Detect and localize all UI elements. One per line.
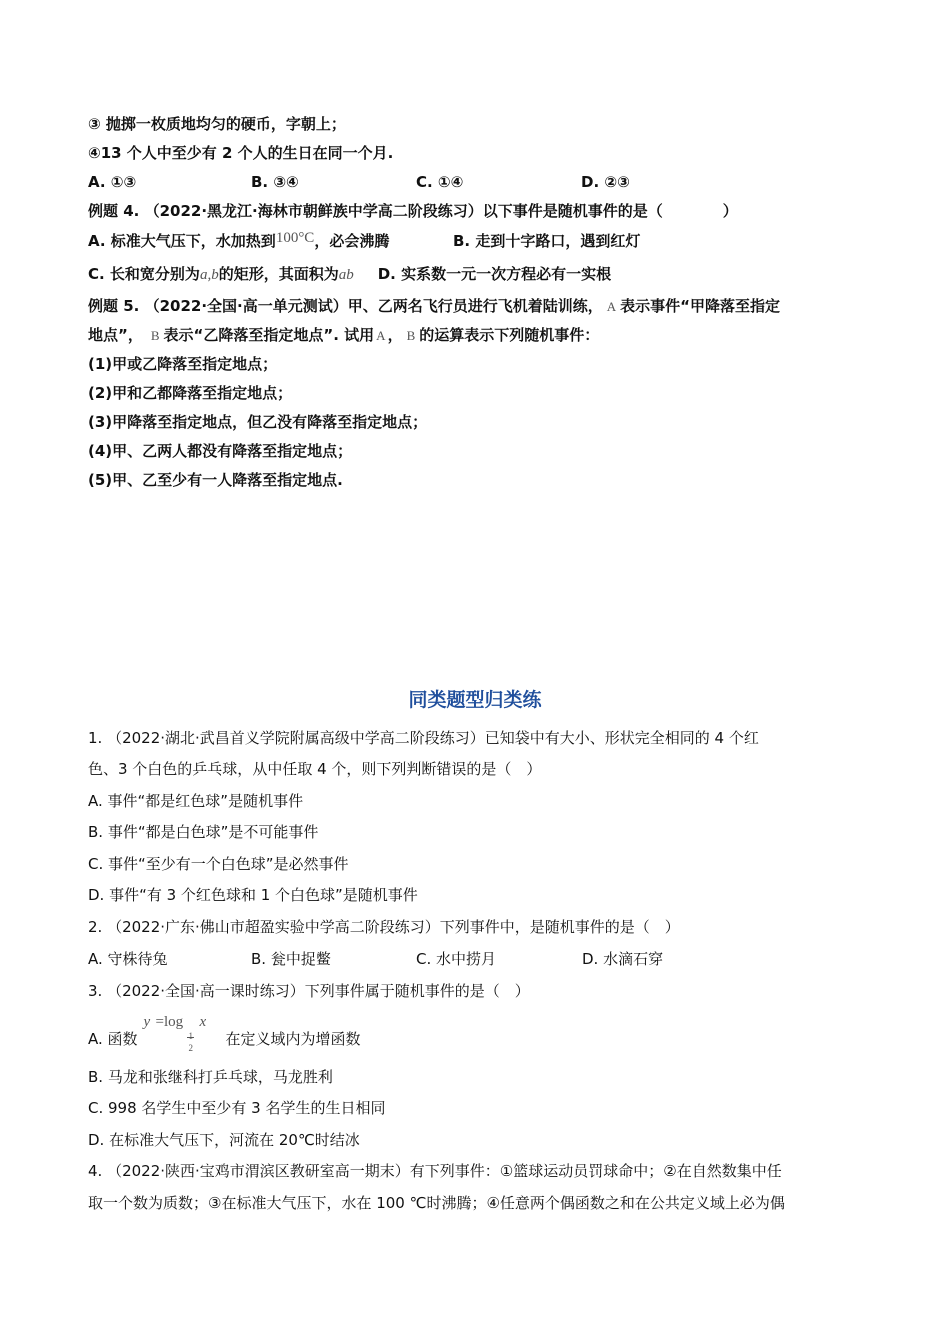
q3-option-a-pre: A. 函数 xyxy=(88,1030,138,1048)
example-5-stem-1-post: 表示事件“甲降落至指定 xyxy=(620,297,780,315)
example-4-option-b: B. 走到十字路口，遇到红灯 xyxy=(453,232,641,250)
top-item-3: ③ 抛掷一枚质地均匀的硬币，字朝上； xyxy=(88,115,346,133)
q3-stem: 3. （2022·全国·高一课时练习）下列事件属于随机事件的是（ ） xyxy=(88,982,530,1000)
q1-option-d: D. 事件“有 3 个红色球和 1 个白色球”是随机事件 xyxy=(88,886,418,904)
example-4-options-cd xyxy=(88,264,611,285)
q1-option-a: A. 事件“都是红色球”是随机事件 xyxy=(88,792,304,810)
q3-option-b: B. 马龙和张继科打乒乓球，马龙胜利 xyxy=(88,1068,333,1086)
example-5-stem-line-2 xyxy=(88,325,599,346)
example-5-var-b: B xyxy=(150,328,160,343)
q1-option-c: C. 事件“至少有一个白色球”是必然事件 xyxy=(88,855,349,873)
q3-formula-sub-num: 1 xyxy=(188,1031,194,1041)
example-4-option-a-pre: A. 标准大气压下，水加热到 xyxy=(88,232,276,250)
q3-formula-x: x xyxy=(199,1014,207,1030)
q1-stem-line-2: 色、3 个白色的乒乓球，从中任取 4 个，则下列判断错误的是（ ） xyxy=(88,760,542,778)
example-5-var-b-2: B xyxy=(406,328,416,343)
q3-option-c: C. 998 名学生中至少有 3 名学生的生日相同 xyxy=(88,1099,386,1117)
q2-stem: 2. （2022·广东·佛山市超盈实验中学高二阶段练习）下列事件中，是随机事件的是（ ） xyxy=(88,918,680,936)
example-5-item-4: (4)甲、乙两人都没有降落至指定地点； xyxy=(88,442,353,460)
q3-formula-sub-den: 2 xyxy=(188,1043,194,1053)
example-4-option-c-mid: 的矩形，其面积为 xyxy=(218,265,339,283)
example-4-option-a-math: 100°C xyxy=(275,230,315,246)
q3-log-formula xyxy=(142,1014,222,1053)
q2-option-a: A. 守株待兔 xyxy=(88,950,168,968)
q3-formula-y: y xyxy=(143,1014,151,1030)
example-5-var-a: A xyxy=(606,299,617,314)
example-5-stem-2-mid: 表示“乙降落至指定地点”. 试用 xyxy=(163,326,375,344)
q3-option-d: D. 在标准大气压下，河流在 20℃时结冰 xyxy=(88,1131,360,1149)
q2-option-c: C. 水中捞月 xyxy=(416,950,497,968)
section-title: 同类题型归类练 xyxy=(408,689,542,711)
example-5-stem-2-post: 的运算表示下列随机事件： xyxy=(419,326,600,344)
example-5-stem-line-1 xyxy=(88,296,780,317)
example-4-options-ab xyxy=(88,230,641,252)
example-4-option-d: D. 实系数一元一次方程必有一实根 xyxy=(377,265,612,283)
example-5-stem-2-pre: 地点”， xyxy=(88,326,143,344)
q1-stem-line-1: 1. （2022·湖北·武昌首义学院附属高级中学高二阶段练习）已知袋中有大小、形状完全相同的 4 个红 xyxy=(88,729,759,747)
example-4-option-c-pre: C. 长和宽分别为 xyxy=(88,265,200,283)
top-option-a: A. ①③ xyxy=(88,173,137,191)
top-option-b: B. ③④ xyxy=(251,173,299,191)
top-option-d: D. ②③ xyxy=(581,173,630,191)
q2-option-b: B. 瓮中捉鳖 xyxy=(251,950,331,968)
example-5-item-2: (2)甲和乙都降落至指定地点； xyxy=(88,384,293,402)
q4-stem-line-2: 取一个数为质数；③在标准大气压下，水在 100 ℃时沸腾；④任意两个偶函数之和在公共定义域上必为偶 xyxy=(88,1194,785,1212)
example-5-item-5: (5)甲、乙至少有一人降落至指定地点. xyxy=(88,471,343,489)
example-4-option-a-post: ，必会沸腾 xyxy=(314,232,390,250)
top-option-c: C. ①④ xyxy=(416,173,464,191)
example-5-item-1: (1)甲或乙降落至指定地点； xyxy=(88,355,278,373)
example-5-stem-2-sep: ， xyxy=(387,326,403,344)
q2-option-d: D. 水滴石穿 xyxy=(582,950,664,968)
top-item-4: ④13 个人中至少有 2 个人的生日在同一个月. xyxy=(88,144,394,162)
q3-option-a xyxy=(88,1014,361,1054)
example-5-stem-1-pre: 例题 5. （2022·全国·高一单元测试）甲、乙两名飞行员进行飞机着陆训练， xyxy=(88,297,603,315)
example-4-stem: 例题 4. （2022·黑龙江·海林市朝鲜族中学高二阶段练习）以下事件是随机事件的是（ ） xyxy=(88,202,738,220)
example-4-option-c-math-ab: a,b xyxy=(199,267,219,283)
example-5-item-3: (3)甲降落至指定地点，但乙没有降落至指定地点； xyxy=(88,413,428,431)
q4-stem-line-1: 4. （2022·陕西·宝鸡市渭滨区教研室高一期末）有下列事件：①篮球运动员罚球命中；②在自然数集中任 xyxy=(88,1162,782,1180)
q3-formula-log: =log xyxy=(155,1014,184,1030)
example-4-option-c-math-area: ab xyxy=(338,267,354,283)
q1-option-b: B. 事件“都是白色球”是不可能事件 xyxy=(88,823,319,841)
q3-option-a-post: 在定义域内为增函数 xyxy=(225,1030,361,1048)
example-5-var-a-2: A xyxy=(376,328,386,343)
